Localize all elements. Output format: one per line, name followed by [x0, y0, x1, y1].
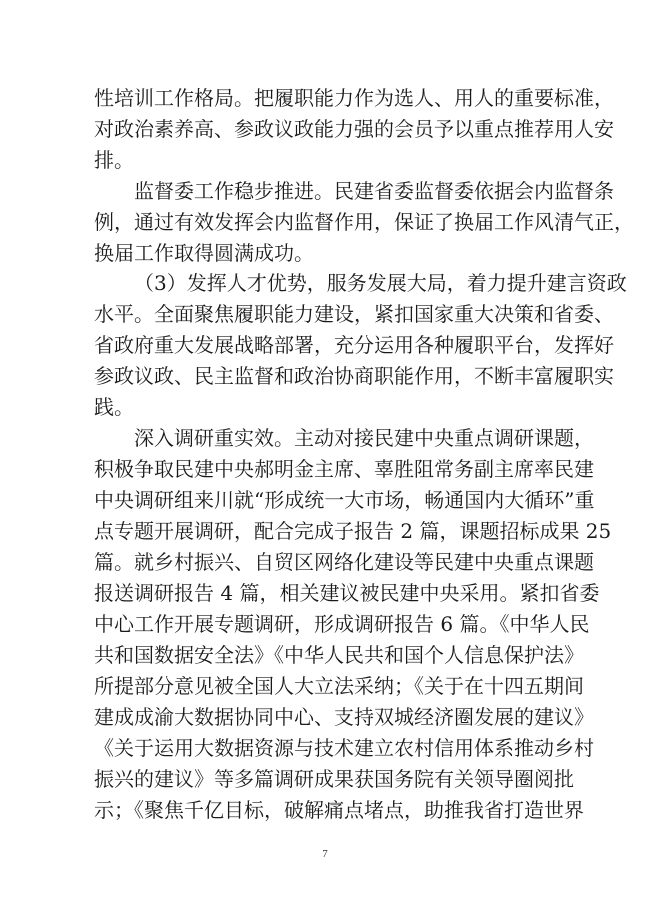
text-line-8: 水平。全面聚焦履职能力建设，紧扣国家重大决策和省委、 — [94, 302, 614, 326]
text-line-16: 篇。就乡村振兴、自贸区网络化建设等民建中央重点课题 — [94, 550, 594, 574]
text-line-13: 积极争取民建中央郝明金主席、辜胜阻常务副主席率民建 — [94, 457, 594, 481]
text-line-15: 点专题开展调研，配合完成子报告 2 篇，课题招标成果 25 — [94, 519, 612, 543]
page-number: 7 — [322, 848, 328, 860]
text-line-11: 践。 — [94, 395, 134, 419]
text-line-7: （3）发挥人才优势，服务发展大局，着力提升建言资政 — [134, 271, 627, 295]
text-line-17: 报送调研报告 4 篇，相关建议被民建中央采用。紧扣省委 — [94, 581, 600, 605]
text-line-5: 例，通过有效发挥会内监督作用，保证了换届工作风清气正， — [94, 210, 634, 234]
text-line-10: 参政议政、民主监督和政治协商职能作用，不断丰富履职实 — [94, 364, 614, 388]
text-line-6: 换届工作取得圆满成功。 — [94, 241, 314, 265]
text-line-4: 监督委工作稳步推进。民建省委监督委依据会内监督条 — [134, 179, 614, 203]
text-line-19: 共和国数据安全法》《中华人民共和国个人信息保护法》 — [94, 643, 584, 667]
text-line-20: 所提部分意见被全国人大立法采纳；《关于在十四五期间 — [94, 674, 584, 698]
text-line-14: 中央调研组来川就“形成统一大市场，畅通国内大循环”重 — [94, 488, 595, 512]
text-line-9: 省政府重大发展战略部署，充分运用各种履职平台，发挥好 — [94, 333, 614, 357]
text-line-1: 性培训工作格局。把履职能力作为选人、用人的重要标准， — [94, 86, 614, 110]
text-line-24: 示；《聚焦千亿目标，破解痛点堵点，助推我省打造世界 — [94, 798, 584, 822]
text-line-23: 振兴的建议》等多篇调研成果获国务院有关领导圈阅批 — [94, 767, 574, 791]
text-line-22: 《关于运用大数据资源与技术建立农村信用体系推动乡村 — [94, 736, 594, 760]
text-line-3: 排。 — [94, 148, 134, 172]
text-line-12: 深入调研重实效。主动对接民建中央重点调研课题， — [134, 426, 594, 450]
text-line-18: 中心工作开展专题调研，形成调研报告 6 篇。《中华人民 — [94, 612, 590, 636]
text-line-2: 对政治素养高、参政议政能力强的会员予以重点推荐用人安 — [94, 117, 614, 141]
text-line-21: 建成成渝大数据协同中心、支持双城经济圈发展的建议》 — [94, 705, 594, 729]
